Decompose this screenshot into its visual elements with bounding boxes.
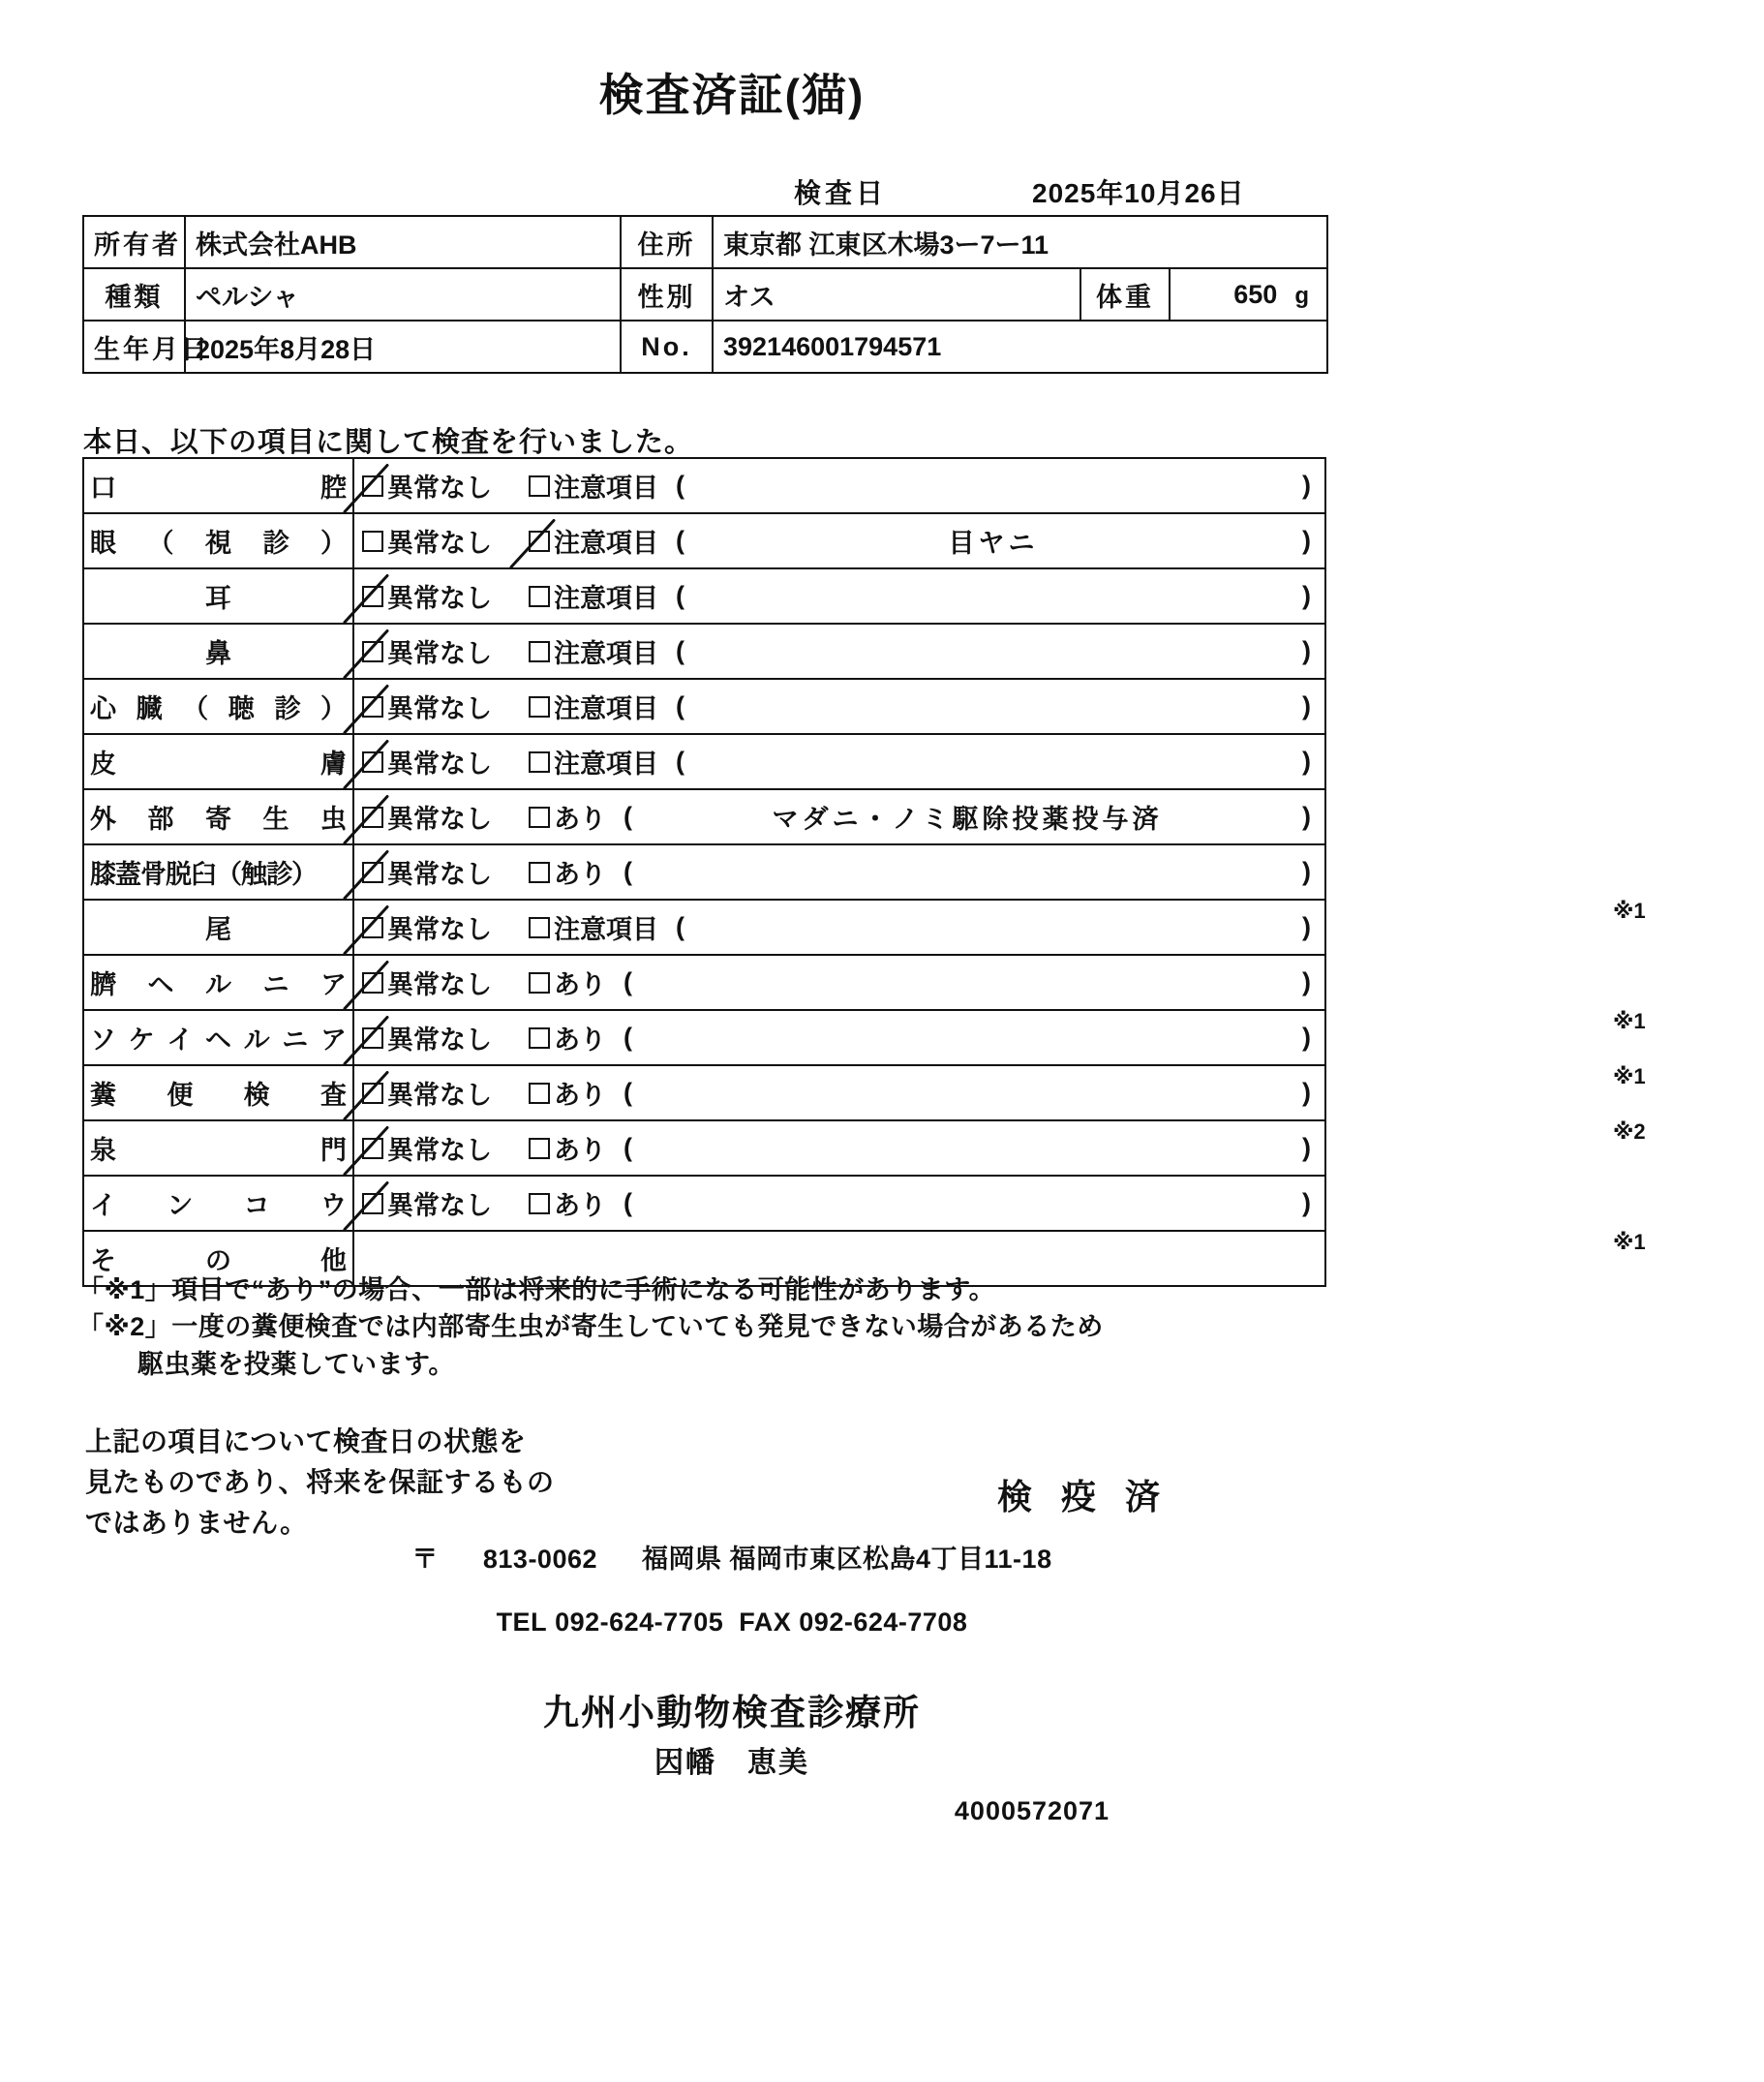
- checkbox-option2-label: 注意項目: [554, 474, 658, 503]
- checkbox-caution[interactable]: [529, 908, 658, 946]
- weight-label: 体重: [1080, 268, 1170, 321]
- item-label-cell: [83, 900, 353, 955]
- item-label-char: ア: [319, 1026, 347, 1055]
- checkbox-icon[interactable]: [529, 751, 550, 773]
- note-paren-close: ): [1302, 747, 1311, 776]
- table-row: [83, 1065, 1325, 1120]
- item-label-char: 外: [90, 805, 116, 834]
- checkbox-option2-label: 注意項目: [554, 639, 658, 668]
- item-label-cell: [83, 1010, 353, 1065]
- item-label: [90, 522, 347, 560]
- item-label-char: ア: [320, 970, 347, 999]
- item-label-char: ニ: [282, 1026, 309, 1055]
- checkbox-icon[interactable]: [362, 531, 383, 552]
- clinic-zip: 813-0062: [482, 1545, 597, 1574]
- birthdate-label: 生年月日: [83, 321, 185, 373]
- checkbox-caution[interactable]: [529, 688, 658, 725]
- disclaimer-line-1: 上記の項目について検査日の状態を: [85, 1426, 527, 1456]
- intro-text: 本日、以下の項目に関して検査を行いました。: [83, 427, 694, 458]
- footnote-2: 「※2」一度の糞便検査では内部寄生虫が寄生していても発見できない場合があるため: [77, 1312, 1104, 1342]
- note-paren-open: (: [676, 526, 684, 555]
- microchip-no-label: No.: [621, 321, 713, 373]
- item-label-char: 膝蓋骨脱臼（触診）: [90, 860, 317, 889]
- checkbox-icon[interactable]: [529, 1138, 550, 1159]
- birthdate-value: 2025年8月28日: [185, 321, 621, 373]
- item-options-cell: [353, 1010, 1646, 1088]
- item-label: [90, 1074, 347, 1112]
- item-label-cell: [83, 679, 353, 734]
- checkbox-normal[interactable]: [362, 1129, 492, 1167]
- item-label-char: ニ: [262, 970, 289, 999]
- footnote-marker: ※1: [1613, 1009, 1646, 1033]
- item-label-char: 心: [90, 694, 116, 723]
- item-label-char: ウ: [319, 1191, 347, 1220]
- footnote-marker: ※1: [1613, 899, 1646, 923]
- checkbox-normal-label: 異常なし: [387, 1191, 492, 1220]
- item-options-cell: [353, 900, 1325, 955]
- tel-label: TEL: [496, 1607, 548, 1637]
- checkbox-option2-label: あり: [554, 860, 606, 889]
- note-paren-open: (: [676, 691, 684, 720]
- item-label-char: （: [147, 529, 174, 558]
- table-row-owner: [83, 216, 1327, 268]
- note-paren-open: (: [676, 912, 684, 941]
- note-paren-open: (: [623, 1188, 632, 1217]
- weight-value: 650: [1233, 279, 1278, 309]
- checkbox-caution[interactable]: [529, 467, 658, 505]
- owner-label: 所有者: [83, 216, 185, 268]
- item-note[interactable]: マダニ・ノミ駆除投薬投与済: [772, 805, 1163, 835]
- item-options-cell: [353, 1120, 1325, 1176]
- checkbox-normal-label: 異常なし: [387, 1026, 492, 1055]
- item-label-char: 臍: [90, 970, 116, 999]
- veterinarian-name: 因幡 恵美: [654, 1747, 809, 1779]
- checkbox-option2-label: あり: [554, 1081, 606, 1110]
- checkbox-icon[interactable]: [529, 1083, 550, 1104]
- item-label-char: 口: [90, 474, 116, 503]
- item-label-char: 虫: [320, 805, 347, 834]
- checkbox-normal[interactable]: [362, 1184, 492, 1222]
- checkbox-option2-label: あり: [554, 1191, 606, 1220]
- item-options-cell: [353, 955, 1646, 1033]
- clinic-address-line: [0, 1538, 1464, 1576]
- table-row: [83, 1120, 1325, 1176]
- note-paren-open: (: [676, 636, 684, 665]
- item-label-cell: [83, 1120, 353, 1176]
- checkbox-normal[interactable]: [362, 743, 492, 781]
- checkbox-normal[interactable]: [362, 522, 492, 560]
- item-options-cell: [353, 513, 1325, 568]
- checkbox-caution[interactable]: [529, 743, 658, 781]
- checkbox-present[interactable]: [529, 853, 606, 891]
- checkbox-icon[interactable]: [529, 917, 550, 938]
- checkbox-present[interactable]: [529, 1129, 606, 1167]
- checkbox-caution[interactable]: [529, 522, 658, 560]
- item-label-cell: [83, 955, 353, 1010]
- checkbox-present[interactable]: [529, 1184, 606, 1222]
- checkbox-normal-label: 異常なし: [387, 860, 492, 889]
- item-label-cell: [83, 844, 353, 900]
- sex-value: オス: [713, 268, 1080, 321]
- table-row: [83, 513, 1325, 568]
- item-options-cell: [353, 789, 1325, 844]
- item-label-char: ソ: [90, 1026, 116, 1055]
- checkbox-normal-label: 異常なし: [387, 1136, 492, 1165]
- item-label-char: ル: [205, 970, 231, 999]
- microchip-no-value: 392146001794571: [713, 321, 1327, 373]
- checkbox-icon[interactable]: [529, 972, 550, 994]
- item-label-cell: [83, 789, 353, 844]
- item-label: [90, 853, 347, 891]
- item-label-char: 膚: [320, 750, 347, 779]
- disclaimer-line-2: 見たものであり、将来を保証するもの: [85, 1467, 555, 1497]
- header-info-table: [82, 215, 1328, 374]
- item-label-char: 検: [243, 1081, 270, 1110]
- checkbox-normal-label: 異常なし: [387, 750, 492, 779]
- clinic-name: 九州小動物検査診療所: [543, 1693, 921, 1732]
- item-label-char: イ: [90, 1191, 116, 1220]
- inspection-items-table: [82, 457, 1646, 1287]
- item-label-cell: [83, 568, 353, 624]
- note-paren-close: ): [1302, 967, 1311, 996]
- item-label-char: 耳: [205, 584, 231, 613]
- item-label-char: ヘ: [147, 970, 174, 999]
- item-label: [90, 1019, 347, 1056]
- checkbox-normal-label: 異常なし: [387, 970, 492, 999]
- table-row: [83, 679, 1325, 734]
- table-row: [83, 1176, 1325, 1231]
- note-paren-close: ): [1302, 581, 1311, 610]
- note-paren-open: (: [623, 802, 632, 831]
- breed-value: ペルシャ: [185, 268, 621, 321]
- checkbox-option2-label: 注意項目: [554, 915, 658, 944]
- inspection-date-label: 検査日: [794, 178, 888, 208]
- fax-label: FAX: [739, 1607, 792, 1637]
- table-row: [83, 734, 1325, 789]
- footnote-marker: ※1: [1613, 1064, 1646, 1088]
- table-row: [83, 844, 1325, 900]
- checkbox-present[interactable]: [529, 1074, 606, 1112]
- postal-mark-icon: 〒: [411, 1545, 439, 1574]
- checkbox-option2-label: 注意項目: [554, 529, 658, 558]
- table-row: [83, 568, 1325, 624]
- checkbox-option2-label: あり: [554, 1026, 606, 1055]
- item-options-cell: [353, 458, 1325, 513]
- table-row: [83, 458, 1325, 513]
- disclaimer-text: [85, 1422, 555, 1544]
- address-value: 東京都 江東区木場3ー7ー11: [713, 216, 1327, 268]
- checkbox-icon[interactable]: [362, 696, 383, 718]
- item-label-char: ）: [320, 529, 347, 558]
- checkbox-present[interactable]: [529, 798, 606, 836]
- checkbox-option2-label: 注意項目: [554, 584, 658, 613]
- weight-unit: g: [1294, 282, 1309, 309]
- breed-label: 種類: [83, 268, 185, 321]
- checkbox-icon[interactable]: [529, 641, 550, 662]
- item-label: [90, 688, 347, 725]
- checkbox-icon[interactable]: [529, 1027, 550, 1049]
- checkbox-icon[interactable]: [362, 1083, 383, 1104]
- inspection-date-value: 2025年10月26日: [1032, 178, 1245, 208]
- owner-value: 株式会社AHB: [185, 216, 621, 268]
- item-label-char: 泉: [90, 1136, 116, 1165]
- checkbox-option2-label: あり: [554, 805, 606, 834]
- quarantine-stamp: 検 疫 済: [997, 1477, 1171, 1516]
- item-label-char: 診: [274, 694, 301, 723]
- note-paren-open: (: [623, 1078, 632, 1107]
- item-label-char: 尾: [205, 915, 231, 944]
- checkbox-option2-label: あり: [554, 970, 606, 999]
- address-label: 住所: [621, 216, 713, 268]
- checkbox-normal-label: 異常なし: [387, 1081, 492, 1110]
- checkbox-icon[interactable]: [362, 862, 383, 883]
- checkbox-present[interactable]: [529, 1019, 606, 1056]
- checkbox-icon[interactable]: [362, 917, 383, 938]
- item-label: [90, 964, 347, 1001]
- item-options-cell: [353, 1065, 1646, 1144]
- note-paren-close: ): [1302, 1023, 1311, 1052]
- item-options-cell: [353, 844, 1646, 923]
- item-label-char: ）: [319, 694, 347, 723]
- table-row: [83, 1010, 1325, 1065]
- note-paren-close: ): [1302, 636, 1311, 665]
- checkbox-caution[interactable]: [529, 577, 658, 615]
- checkbox-icon[interactable]: [362, 586, 383, 607]
- item-label: [90, 743, 347, 781]
- document-number: 4000572071: [954, 1796, 1110, 1825]
- item-label-cell: [83, 1065, 353, 1120]
- checkbox-normal-label: 異常なし: [387, 694, 492, 723]
- item-label: [90, 908, 347, 946]
- checkbox-normal-label: 異常なし: [387, 805, 492, 834]
- checkbox-icon[interactable]: [362, 1027, 383, 1049]
- item-label-char: 門: [320, 1136, 347, 1165]
- item-label-char: コ: [243, 1191, 270, 1220]
- sex-label: 性別: [621, 268, 713, 321]
- checkbox-normal-label: 異常なし: [387, 915, 492, 944]
- item-label-char: 皮: [90, 750, 116, 779]
- checkbox-option2-label: あり: [554, 1136, 606, 1165]
- table-row-birth: [83, 321, 1327, 373]
- item-note[interactable]: 目ヤニ: [948, 529, 1039, 559]
- checkbox-normal-label: 異常なし: [387, 584, 492, 613]
- checkbox-normal-label: 異常なし: [387, 529, 492, 558]
- note-paren-close: ): [1302, 691, 1311, 720]
- checkbox-option2-label: 注意項目: [554, 750, 658, 779]
- item-label-char: 他: [320, 1246, 347, 1275]
- footnotes: [77, 1271, 1104, 1383]
- checkbox-normal[interactable]: [362, 853, 492, 891]
- checkbox-normal[interactable]: [362, 908, 492, 946]
- table-row: [83, 789, 1325, 844]
- note-paren-open: (: [623, 1023, 632, 1052]
- note-paren-open: (: [623, 967, 632, 996]
- item-label-char: の: [205, 1246, 231, 1275]
- checkbox-icon[interactable]: [362, 807, 383, 828]
- item-label-char: ル: [243, 1026, 270, 1055]
- item-options-cell: [353, 734, 1325, 789]
- item-label: [90, 632, 347, 670]
- disclaimer-line-3: ではありません。: [85, 1508, 308, 1538]
- note-paren-open: (: [623, 857, 632, 886]
- checkbox-icon[interactable]: [529, 696, 550, 718]
- checkbox-option2-label: 注意項目: [554, 694, 658, 723]
- note-paren-open: (: [676, 581, 684, 610]
- checkbox-icon[interactable]: [362, 1138, 383, 1159]
- checkbox-icon[interactable]: [362, 1193, 383, 1214]
- table-row: [83, 624, 1325, 679]
- item-label-char: 鼻: [205, 639, 231, 668]
- note-paren-close: ): [1302, 1188, 1311, 1217]
- note-paren-close: ): [1302, 471, 1311, 500]
- footnote-2-cont: 駆虫薬を投薬しています。: [137, 1349, 455, 1379]
- footnote-marker: ※2: [1613, 1119, 1646, 1144]
- clinic-address: 福岡県 福岡市東区松島4丁目11-18: [642, 1545, 1052, 1574]
- table-row: [83, 955, 1325, 1010]
- item-label-char: 腔: [320, 474, 347, 503]
- note-paren-close: ): [1302, 857, 1311, 886]
- item-label-char: 臓: [136, 694, 163, 723]
- checkbox-normal[interactable]: [362, 688, 492, 725]
- item-label: [90, 798, 347, 836]
- item-options-cell: [353, 679, 1325, 734]
- checkbox-icon[interactable]: [529, 586, 550, 607]
- item-label-char: 査: [319, 1081, 347, 1110]
- checkbox-normal-label: 異常なし: [387, 639, 492, 668]
- checkbox-icon[interactable]: [362, 641, 383, 662]
- footnote-marker: ※1: [1613, 1230, 1646, 1254]
- inspection-date-row: [794, 172, 1336, 211]
- item-label-cell: [83, 1176, 353, 1231]
- item-label: [90, 1184, 347, 1222]
- checkbox-present[interactable]: [529, 964, 606, 1001]
- item-label-char: 寄: [205, 805, 231, 834]
- note-paren-open: (: [623, 1133, 632, 1162]
- item-options-cell: [353, 624, 1325, 679]
- checkbox-icon[interactable]: [362, 972, 383, 994]
- checkbox-icon[interactable]: [529, 475, 550, 497]
- item-label-char: ケ: [128, 1026, 155, 1055]
- checkbox-normal[interactable]: [362, 1019, 492, 1056]
- checkbox-normal[interactable]: [362, 577, 492, 615]
- item-label-char: そ: [90, 1246, 116, 1275]
- checkbox-normal[interactable]: [362, 798, 492, 836]
- checkbox-normal[interactable]: [362, 964, 492, 1001]
- checkbox-normal[interactable]: [362, 632, 492, 670]
- item-label-char: 聴: [228, 694, 255, 723]
- item-label-char: 眼: [90, 529, 116, 558]
- item-label-char: イ: [167, 1026, 194, 1055]
- item-label-cell: [83, 458, 353, 513]
- note-paren-open: (: [676, 747, 684, 776]
- item-label-cell: [83, 734, 353, 789]
- table-row: [83, 900, 1325, 955]
- clinic-contact-line: [0, 1607, 1464, 1638]
- item-label-cell: [83, 513, 353, 568]
- item-options-cell: [353, 568, 1325, 624]
- clinic-tel: 092-624-7705: [555, 1607, 724, 1637]
- item-options-cell: [353, 1176, 1646, 1254]
- table-row-breed: [83, 268, 1327, 321]
- checkbox-caution[interactable]: [529, 632, 658, 670]
- item-label-char: 便: [167, 1081, 194, 1110]
- item-label-char: 診: [262, 529, 289, 558]
- checkbox-normal[interactable]: [362, 467, 492, 505]
- item-label: [90, 467, 347, 505]
- note-paren-close: ): [1302, 802, 1311, 831]
- page-title: 検査済証(猫): [598, 70, 866, 120]
- item-label: [90, 577, 347, 615]
- note-paren-close: ): [1302, 526, 1311, 555]
- item-label-char: 糞: [90, 1081, 116, 1110]
- item-label: [90, 1129, 347, 1167]
- note-paren-close: ): [1302, 1133, 1311, 1162]
- checkbox-icon[interactable]: [529, 862, 550, 883]
- item-label-char: 視: [205, 529, 231, 558]
- checkbox-icon[interactable]: [529, 1193, 550, 1214]
- checkbox-icon[interactable]: [529, 807, 550, 828]
- checkbox-normal[interactable]: [362, 1074, 492, 1112]
- note-paren-close: ): [1302, 1078, 1311, 1107]
- item-label-char: 生: [262, 805, 289, 834]
- checkbox-icon[interactable]: [362, 475, 383, 497]
- checkbox-icon[interactable]: [529, 531, 550, 552]
- weight-value-cell: [1170, 268, 1327, 321]
- footnote-1: 「※1」項目で“あり”の場合、一部は将来的に手術になる可能性があります。: [77, 1275, 996, 1304]
- item-label-char: 部: [147, 805, 174, 834]
- checkbox-icon[interactable]: [362, 751, 383, 773]
- note-paren-open: (: [676, 471, 684, 500]
- item-label-char: ン: [167, 1191, 194, 1220]
- item-label-char: ヘ: [204, 1026, 231, 1055]
- note-paren-close: ): [1302, 912, 1311, 941]
- checkbox-normal-label: 異常なし: [387, 474, 492, 503]
- item-label-cell: [83, 624, 353, 679]
- clinic-fax: 092-624-7708: [799, 1607, 968, 1637]
- item-label-char: （: [182, 694, 209, 723]
